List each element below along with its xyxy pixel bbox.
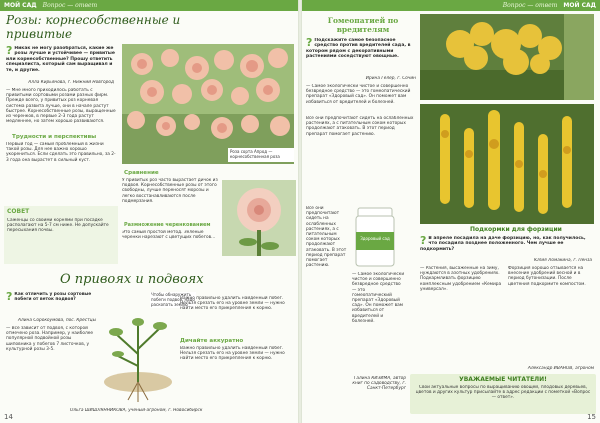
rootstock-question-text: Как отличить у розы сортовые побеги от веток подвоя?: [14, 292, 92, 302]
readers-notice-text: Свои актуальные вопросы по выращиванию овощей, плодовых деревьев, цветов и других культур присылайте в адрес редакции с пометкой «Вопрос — ответ».: [415, 385, 591, 401]
pest-question: [306, 38, 416, 74]
forsythia-body: — Растения, высаженные на зиму, нуждаются в азотных удобрениях. Подкармливать форзицию комплексным удобрением «Кемира универсал».: [420, 266, 502, 292]
roses-body-3: У привитых роз часто вырастает дичок из подвоя. Корнесобственные розы от этого свободны, лучше переносят морозы и легко восстанавливаются после подмерзания.: [122, 178, 218, 204]
pest-signature: Галина КИЗИМА, автор книг по садоводству, г. Санкт-Петербург: [352, 376, 406, 392]
question-mark-icon-2: ?: [6, 292, 13, 303]
advice-title: СОВЕТ: [7, 208, 30, 215]
question-mark-icon-3: ?: [306, 38, 313, 49]
rootstock-body-2: Важно правильно удалить найденный побег. Нельзя срезать его на уровне земли — нужно найти место его прикрепления к корню.: [180, 346, 285, 362]
left-header-slogan: Вопрос — ответ: [42, 2, 98, 9]
pest-question-text: Подскажите самое безопасное средство против вредителей сада, в котором рядом с декоративными растениями соседствуют овощные.: [306, 38, 411, 60]
forsythia-signature: Александр ИВАНОВ, агроном: [527, 366, 594, 371]
left-header: [0, 0, 298, 11]
rootstock-body-2a: Важно правильно удалить найденный побег. Нельзя срезать его на уровне земли — нужно найти место его прикрепления к корню.: [180, 296, 285, 312]
rootstock-illustration-art: [98, 304, 178, 404]
roses-question-author: Алла Кирьянова, г. Нижний Новгород: [28, 80, 114, 85]
roses-sub-comparison: Сравнение: [124, 170, 159, 176]
left-section-name: МОЙ САД: [4, 2, 37, 9]
rose-cutting-photo: [222, 180, 296, 256]
forsythia-photo: [420, 14, 594, 100]
pest-title: Гомеопатией по вредителям: [327, 16, 399, 34]
rose-cutting-art: [222, 180, 296, 256]
right-header: [302, 0, 600, 11]
pest-body-2: Все они предпочитают сидеть на ослабленных растениях, а с питательным соком которых продолжают атаковать. В этот период препарат помогает растению.: [306, 116, 414, 137]
rootstock-question-author: Алина Сорокоумова, пос. Крестцы: [18, 318, 96, 323]
page-number-right: 15: [587, 413, 596, 421]
roses-sub-difficulties: Трудности и перспективы: [12, 134, 97, 140]
forsythia-question-author: Юлия Ломакина, г. Пенза: [533, 258, 592, 263]
rootstock-sub-careful: Дичайте аккуратно: [180, 338, 244, 344]
roses-body-4: Это самый простой метод. Зеленые черенки нарезают с цветущих побегов...: [122, 230, 216, 241]
pest-body-4: — Самое экологически чистое и совершенно безвредное средство — это гомеопатический препарат «Здоровый сад». Он поможет вам избавиться от вредителей и болезней.: [352, 272, 405, 324]
forsythia-question-text: В апреле посадила на даче форзицию, но, как получилось, что посадила позднее положенного. Чем лучше ее подкормить?: [420, 236, 586, 252]
forsythia-body-2: Форзиция хорошо отзывается на внесение удобрений весной и в период бутонизации. После цветения подкормите компостом.: [508, 266, 586, 287]
forsythia-question: [420, 236, 594, 258]
forsythia-sub: Подкормки для форзиции: [470, 226, 562, 233]
advice-text: Саженцы со своими корнями при посадке располагают на 5-7 см ниже. Не допускайте пересыхания почвы.: [7, 218, 109, 234]
rootstock-caption: Чтобы обнаружить побеги подвоя, надо раскопать землю: [151, 292, 195, 307]
roses-question: [6, 46, 116, 78]
product-label: Здоровый сад: [360, 236, 390, 241]
readers-notice-title: УВАЖАЕМЫЕ ЧИТАТЕЛИ!: [459, 376, 547, 383]
roses-body-2: Первый год — самый проблемный в жизни такой розы. Для нее важно хорошо укорениться. Если сделать это правильно, за 2-3 года она вырастет в сильный куст.: [6, 142, 116, 163]
forsythia-bush-photo: [420, 104, 594, 224]
pest-body: — Самое экологически чистое и совершенно безвредное средство — это гомеопатический препарат «Здоровый сад». Он поможет вам избавиться от вредителей и болезней.: [306, 84, 411, 105]
right-section-name: МОЙ САД: [563, 2, 596, 9]
right-header-slogan: Вопрос — ответ: [502, 2, 558, 9]
pest-body-3: Все они предпочитают сидеть на ослабленных растениях, а с питательным соком которых продолжают атаковать. В этот период препарат помогает растению.: [306, 206, 347, 269]
roses-photo: [122, 44, 294, 164]
roses-question-text: Никак не могу разобраться, какие же розы лучше и устойчивее — привитые или корнесобственные? Прошу ответить специалиста, который сам выращивал и те, и другие.: [6, 46, 115, 73]
rootstock-illustration: [98, 304, 178, 404]
roses-sub-cuttings: Размножение черенкованием: [124, 222, 211, 228]
page-number-left: 14: [4, 413, 13, 421]
readers-notice-box: [410, 374, 596, 414]
advice-box: [4, 206, 118, 264]
roses-title: Розы: корнесобственные и привитые: [6, 13, 181, 41]
roses-photo-caption: Роза сорта Апрод — корнесобственная роза: [228, 148, 294, 162]
forsythia-photo-art: [420, 14, 594, 100]
rootstock-title: О привоях и подвоях: [60, 272, 204, 287]
rootstock-signature: Ольга ШИШЛЯННИКОВА, ученый-агроном, г. Новосибирск: [70, 408, 203, 413]
pest-question-author: Ирина Гелер, г. Сочин: [365, 76, 416, 81]
roses-photo-art: [122, 44, 294, 164]
product-bottle: [352, 204, 398, 270]
forsythia-bush-art: [420, 104, 594, 224]
rootstock-body: — Все зависит от подвоя, с которой отмечено роза. Например, у наиболее популярной подвойной розы шиповника у побегов 7 листочков, у культурной розы 3-5.: [6, 326, 94, 352]
roses-body: — Мне много приходилось работать с привитыми сортовыми розами разных фирм. Прежде всего, у привитых роз корневая система развита лучше, они в начале растут быстрее. Корнесобственные розы, выращенные из черенков, в первые 2-3 года растут медленнее, но затем хорошо развиваются.: [6, 88, 116, 125]
question-mark-icon: ?: [6, 46, 13, 57]
question-mark-icon-4: ?: [420, 236, 427, 247]
rootstock-question: [6, 292, 96, 316]
